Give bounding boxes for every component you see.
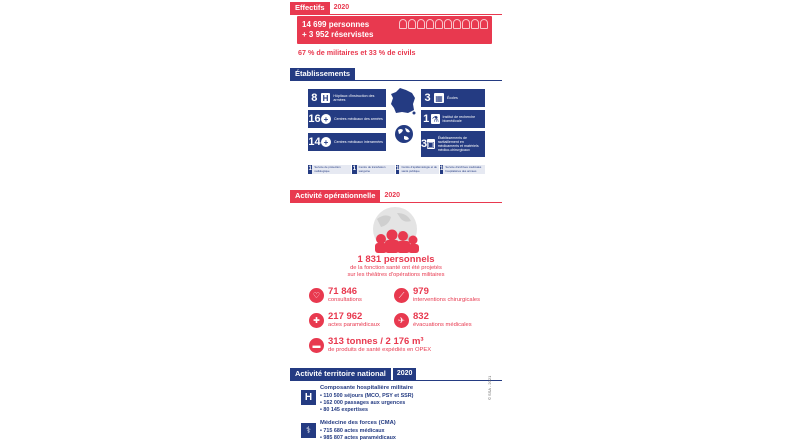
- globe-icon: [394, 124, 414, 144]
- cross-icon: ✚: [309, 313, 324, 328]
- tile-cma: [308, 110, 386, 128]
- person-icon: [453, 19, 461, 29]
- infographic-panel: [290, 0, 502, 445]
- tile-text: Institut de recherche biomédicale: [442, 115, 476, 123]
- hospital-icon: H: [301, 390, 316, 405]
- hospital-icon: H: [322, 93, 329, 103]
- tile-ecoles: [421, 89, 485, 107]
- tile-text: Établissements de ravitaillement en médicaments et matériels médico-chirurgicaux: [437, 136, 479, 152]
- mini-text: Centre d'épidémiologie et de santé publique: [401, 165, 437, 173]
- hosp-title: Composante hospitalière militaire: [320, 385, 414, 391]
- effectifs-label: Effectifs: [290, 2, 330, 14]
- effectifs-personnel: 14 699 personnes: [302, 20, 370, 29]
- effectifs-header: [290, 2, 502, 14]
- tile-irba: [421, 110, 485, 128]
- scalpel-icon: ⟋: [394, 288, 409, 303]
- tile-text: Écoles: [447, 96, 458, 100]
- mini-tile-transfusion: [352, 165, 395, 174]
- cma-title: Médecine des forces (CMA): [320, 420, 396, 426]
- copyright-credit: © SSA - 2021: [487, 375, 492, 400]
- effectifs-year: 2020: [333, 4, 350, 11]
- etablissements-label: Établissements: [290, 68, 355, 80]
- hosp-item: • 162 000 passages aux urgences: [320, 400, 406, 406]
- tile-number: 3: [424, 92, 431, 104]
- school-icon: ▦: [435, 93, 443, 103]
- evacuations-number: 832: [413, 311, 429, 322]
- deployed-personnel-illustration: [363, 205, 427, 253]
- person-icon: [435, 19, 443, 29]
- etablissements-header: [290, 68, 502, 80]
- tile-hopitaux: [308, 89, 386, 107]
- cma-item: • 985 807 actes paramédicaux: [320, 435, 396, 441]
- truck-icon: ▬: [309, 338, 324, 353]
- tile-number: 16: [308, 113, 321, 125]
- person-icon: [399, 19, 407, 29]
- evacuations-label: évacuations médicales: [413, 322, 472, 328]
- supply-icon: ▣: [427, 139, 435, 149]
- mini-tile-protection: [308, 165, 351, 174]
- stethoscope-icon: ⚕: [301, 423, 316, 438]
- tile-number: 8: [311, 92, 318, 104]
- person-icon: [480, 19, 488, 29]
- tile-text: Centres médicaux des armées: [334, 117, 383, 121]
- person-icon: [462, 19, 470, 29]
- paramedical-label: actes paramédicaux: [328, 322, 380, 328]
- mini-tile-archives: [440, 165, 485, 174]
- stethoscope-icon: ♡: [309, 288, 324, 303]
- mini-number: 1: [396, 166, 400, 172]
- surgery-number: 979: [413, 286, 429, 297]
- mini-text: Service d'archives médicales hospitalières des armées: [445, 165, 482, 173]
- effectifs-box: [297, 16, 492, 44]
- person-icon: [408, 19, 416, 29]
- effectifs-reservists: + 3 952 réservistes: [302, 30, 374, 39]
- national-header: [290, 368, 502, 380]
- operationnel-label: Activité opérationnelle: [290, 190, 380, 202]
- france-map-icon: [388, 86, 418, 116]
- cma-item: • 715 680 actes médicaux: [320, 428, 385, 434]
- person-icon: [444, 19, 452, 29]
- consultations-number: 71 846: [328, 286, 358, 297]
- deployed-sub2: sur les théâtres d'opérations militaires: [347, 272, 445, 278]
- medical-cross-icon: +: [321, 114, 331, 124]
- plane-icon: ✈: [394, 313, 409, 328]
- mini-number: 1: [440, 166, 444, 172]
- mini-text: Centre de transfusion sanguine: [358, 165, 386, 173]
- national-year: 2020: [393, 368, 417, 380]
- effectifs-figures: [302, 20, 373, 40]
- shipping-number: 313 tonnes / 2 176 m³: [328, 336, 424, 347]
- national-label: Activité territoire national: [290, 368, 391, 380]
- deployed-sub1: de la fonction santé ont été projetés: [350, 265, 442, 271]
- person-icon: [426, 19, 434, 29]
- tile-number: 1: [423, 113, 430, 125]
- tile-ravitaillement: [421, 131, 485, 157]
- person-icon: [417, 19, 425, 29]
- paramedical-number: 217 962: [328, 311, 363, 322]
- mini-number: 1: [352, 166, 356, 172]
- tile-text: Centres médicaux interarmées: [334, 140, 383, 144]
- tile-number: 14: [308, 136, 321, 148]
- tile-number: 3: [421, 138, 428, 150]
- microscope-icon: ⚗: [431, 114, 440, 124]
- operationnel-year: 2020: [384, 192, 401, 199]
- operationnel-header: [290, 190, 502, 202]
- consultations-label: consultations: [328, 297, 362, 303]
- tile-text: Hôpitaux d'instruction des armées: [333, 94, 375, 102]
- shipping-label: de produits de santé expédiés en OPEX: [328, 347, 432, 353]
- effectifs-ratio: 67 % de militaires et 33 % de civils: [298, 48, 416, 57]
- mini-text: Service de protection radiologique: [314, 165, 341, 173]
- tile-cmi: [308, 133, 386, 151]
- hosp-item: • 110 500 séjours (MCO, PSY et SSR): [320, 393, 414, 399]
- mini-number: 1: [308, 166, 312, 172]
- surgery-label: interventions chirurgicales: [413, 297, 481, 303]
- hosp-item: • 80 145 expertises: [320, 407, 369, 413]
- mini-tile-epidemiologie: [396, 165, 439, 174]
- person-icon: [471, 19, 479, 29]
- medical-cross-icon: +: [321, 137, 331, 147]
- people-icon-row: [399, 19, 488, 29]
- deployed-headline: 1 831 personnels: [357, 254, 435, 265]
